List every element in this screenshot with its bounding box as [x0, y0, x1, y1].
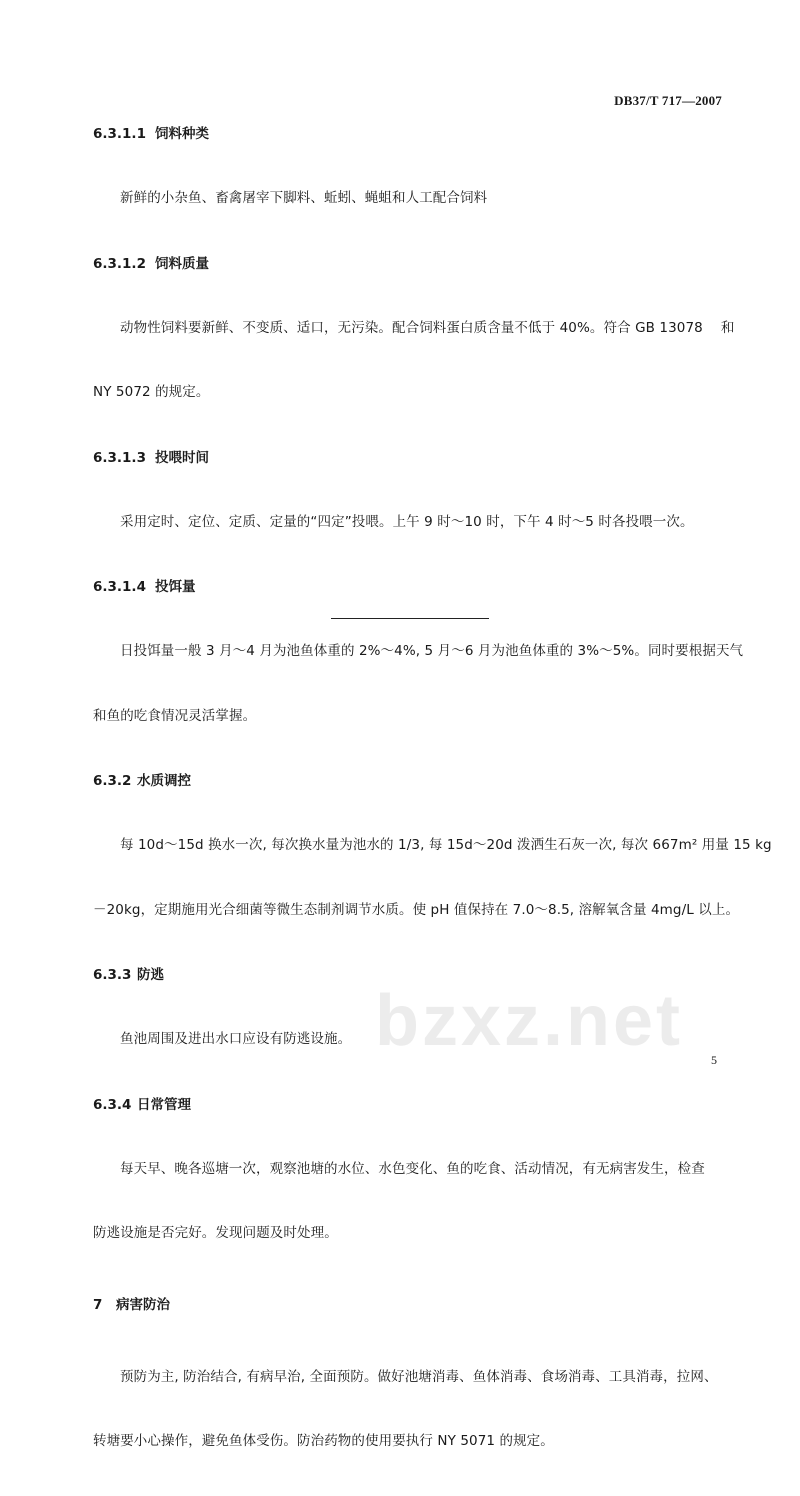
section-title: 病害防治 — [116, 1296, 170, 1313]
paragraph-line: 每 10d～15d 换水一次, 每次换水量为池水的 1/3, 每 15d～20d 泼洒生石灰一次, 每次 667m² 用量 15 kg — [120, 837, 772, 853]
section-title: 水质调控 — [137, 773, 191, 789]
section-paragraph — [93, 469, 729, 577]
section-number: 6.3.2 — [93, 773, 132, 789]
section-heading — [93, 123, 729, 145]
section-paragraph — [93, 792, 772, 964]
section-title: 饲料种类 — [155, 126, 209, 142]
section-title: 饲料质量 — [155, 255, 209, 272]
paragraph-line: 新鲜的小杂鱼、畜禽屠宰下脚料、蚯蚓、蝇蛆和人工配合饲料 — [120, 190, 488, 206]
section-6-3-1-2 — [93, 253, 735, 447]
section-number: 7 — [93, 1296, 103, 1313]
paragraph-line: 转塘要小心操作，避免鱼体受伤。防治药物的使用要执行 NY 5071 的规定。 — [93, 1433, 554, 1449]
section-paragraph — [93, 1116, 729, 1288]
paragraph-line: 动物性饲料要新鲜、不变质、适口，无污染。配合饲料蛋白质含量不低于 40%。符合 GB 13078 和 — [120, 319, 735, 336]
document-body — [93, 123, 772, 1496]
section-heading — [93, 1294, 729, 1316]
section-paragraph — [93, 598, 744, 770]
section-heading — [93, 253, 729, 275]
section-title: 日常管理 — [137, 1096, 191, 1113]
section-6-3-1-3 — [93, 447, 729, 577]
section-title: 投喂时间 — [155, 449, 209, 466]
end-of-document-rule — [331, 618, 489, 619]
section-heading — [93, 770, 729, 792]
section-heading — [93, 576, 729, 598]
section-title: 防逃 — [137, 967, 164, 983]
section-paragraph — [93, 275, 735, 447]
paragraph-line: 采用定时、定位、定质、定量的“四定”投喂。上午 9 时～10 时，下午 4 时～5 时各投喂一次。 — [120, 513, 694, 530]
paragraph-line: 预防为主, 防治结合, 有病早治, 全面预防。做好池塘消毒、鱼体消毒、食场消毒、工具消毒，拉网、 — [120, 1368, 718, 1385]
paragraph-line: －20kg，定期施用光合细菌等微生态制剂调节水质。使 pH 值保持在 7.0～8.5, 溶解氧含量 4mg/L 以上。 — [93, 901, 740, 918]
section-7 — [93, 1294, 729, 1496]
section-number: 6.3.3 — [93, 967, 132, 983]
paragraph-line: 每天早、晚各巡塘一次，观察池塘的水位、水色变化、鱼的吃食、活动情况，有无病害发生，检查 — [120, 1160, 705, 1177]
section-6-3-1-1 — [93, 123, 729, 253]
section-paragraph — [93, 1324, 729, 1496]
section-6-3-2 — [93, 770, 772, 964]
section-title: 投饵量 — [155, 579, 196, 595]
section-number: 6.3.1.1 — [93, 126, 146, 142]
section-number: 6.3.1.3 — [93, 449, 146, 466]
section-6-3-4 — [93, 1094, 729, 1288]
watermark: bzxz.net — [375, 981, 684, 1061]
document-code: DB37/T 717—2007 — [614, 93, 722, 108]
page-number: 5 — [711, 1053, 717, 1067]
paragraph-line: NY 5072 的规定。 — [93, 384, 210, 400]
section-number: 6.3.4 — [93, 1096, 132, 1113]
paragraph-line: 防逃设施是否完好。发现问题及时处理。 — [93, 1225, 338, 1241]
section-6-3-1-4 — [93, 576, 744, 770]
paragraph-line: 日投饵量一般 3 月～4 月为池鱼体重的 2%～4%, 5 月～6 月为池鱼体重的 3%～5%。同时要根据天气 — [120, 643, 744, 659]
section-number: 6.3.1.4 — [93, 579, 146, 595]
paragraph-line: 和鱼的吃食情况灵活掌握。 — [93, 707, 257, 724]
section-heading — [93, 1094, 729, 1116]
section-paragraph — [93, 145, 729, 253]
section-number: 6.3.1.2 — [93, 255, 146, 272]
paragraph-line: 鱼池周围及进出水口应设有防逃设施。 — [120, 1031, 352, 1047]
section-heading — [93, 447, 729, 469]
